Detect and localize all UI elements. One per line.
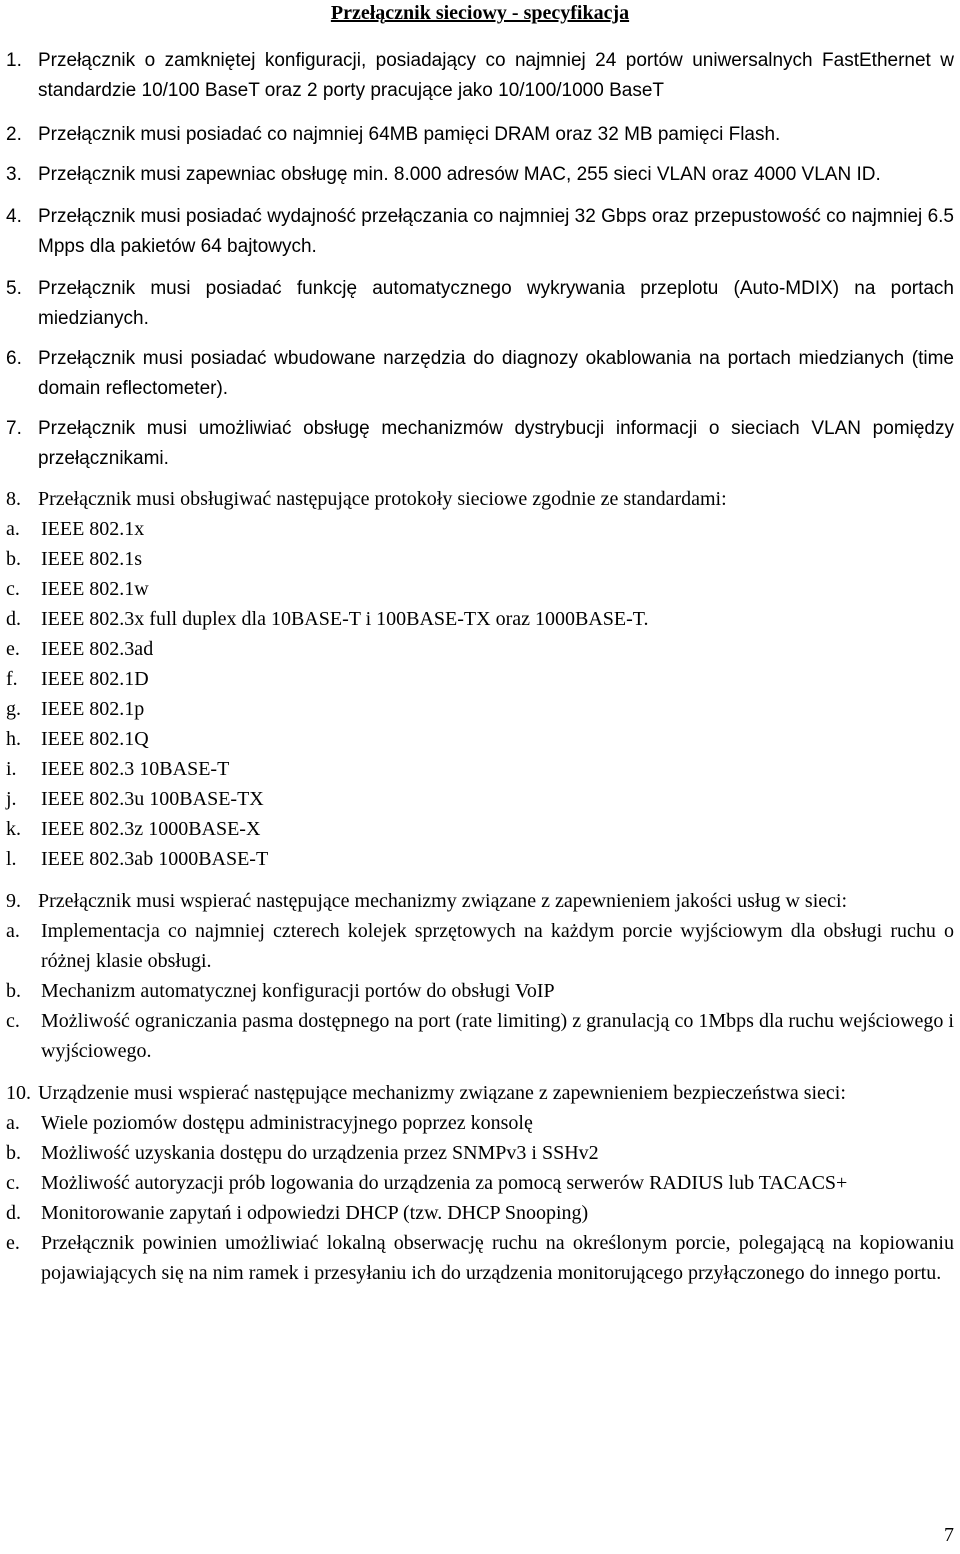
sub-letter: i.	[6, 758, 17, 780]
spec-item-9	[6, 886, 954, 1066]
protocol-item	[6, 754, 954, 784]
sub-text: IEEE 802.3z 1000BASE-X	[41, 818, 261, 840]
item-number: 8.	[6, 488, 21, 510]
security-list	[6, 1108, 954, 1288]
sub-letter: j.	[6, 788, 17, 810]
sub-letter: a.	[6, 518, 20, 540]
sub-text: IEEE 802.1x	[41, 518, 145, 540]
spec-list	[6, 46, 954, 1288]
protocol-item	[6, 844, 954, 874]
item-text: Przełącznik musi umożliwiać obsługę mechanizmów dystrybucji informacji o sieciach VLAN pomiędzy przełącznikami.	[38, 418, 954, 469]
sub-text: Implementacja co najmniej czterech kolejek sprzętowych na każdym porcie wyjściowym dla obsługi ruchu o różnej klasie obsługi.	[41, 920, 954, 972]
protocol-item	[6, 784, 954, 814]
item-number: 5.	[6, 278, 22, 299]
sub-text: Przełącznik powinien umożliwiać lokalną obserwację ruchu na określonym porcie, polegającą na kopiowaniu pojawiających się na nim ramek i przesyłaniu ich do urządzenia monitorującego przyłączonego do innego portu.	[41, 1232, 954, 1284]
protocol-item	[6, 724, 954, 754]
sub-letter: b.	[6, 548, 21, 570]
item-text: Przełącznik musi posiadać wbudowane narzędzia do diagnozy okablowania na portach miedzianych (time domain reflectometer).	[38, 348, 954, 399]
item-text: Przełącznik musi obsługiwać następujące protokoły sieciowe zgodnie ze standardami:	[38, 488, 727, 510]
spec-item-7	[6, 414, 954, 474]
sub-text: Możliwość ograniczania pasma dostępnego na port (rate limiting) z granulacją co 1Mbps dla ruchu wejściowego i wyjściowego.	[41, 1010, 954, 1062]
item-text: Urządzenie musi wspierać następujące mechanizmy związane z zapewnieniem bezpieczeństwa sieci:	[38, 1082, 846, 1104]
sub-text: IEEE 802.1D	[41, 668, 149, 690]
spec-item-3	[6, 160, 954, 190]
item-number: 6.	[6, 348, 22, 369]
sub-text: Możliwość autoryzacji prób logowania do urządzenia za pomocą serwerów RADIUS lub TACACS+	[41, 1172, 848, 1194]
qos-item	[6, 976, 954, 1006]
sub-letter: f.	[6, 668, 18, 690]
page-number: 7	[944, 1524, 954, 1546]
sub-text: Wiele poziomów dostępu administracyjnego poprzez konsolę	[41, 1112, 533, 1134]
item-number: 2.	[6, 124, 22, 145]
sub-text: IEEE 802.3ad	[41, 638, 154, 660]
sub-text: IEEE 802.1p	[41, 698, 145, 720]
security-item	[6, 1108, 954, 1138]
sub-text: IEEE 802.3 10BASE-T	[41, 758, 230, 780]
sub-letter: a.	[6, 920, 20, 942]
spec-item-5	[6, 274, 954, 334]
spec-item-8	[6, 484, 954, 874]
protocol-item	[6, 664, 954, 694]
spec-item-4	[6, 202, 954, 262]
item-text: Przełącznik musi posiadać wydajność przełączania co najmniej 32 Gbps oraz przepustowość co najmniej 6.5 Mpps dla pakietów 64 bajtowych.	[38, 206, 954, 257]
security-item	[6, 1228, 954, 1288]
security-item	[6, 1138, 954, 1168]
protocol-item	[6, 604, 954, 634]
sub-text: IEEE 802.1Q	[41, 728, 149, 750]
item-number: 1.	[6, 50, 22, 71]
sub-letter: e.	[6, 1232, 20, 1254]
spec-item-6	[6, 344, 954, 404]
sub-letter: g.	[6, 698, 21, 720]
item-text: Przełącznik musi wspierać następujące mechanizmy związane z zapewnieniem jakości usług w sieci:	[38, 890, 848, 912]
sub-text: IEEE 802.1w	[41, 578, 149, 600]
item-number: 9.	[6, 890, 21, 912]
sub-text: IEEE 802.3u 100BASE-TX	[41, 788, 264, 810]
sub-letter: e.	[6, 638, 20, 660]
protocol-item	[6, 514, 954, 544]
protocol-list	[6, 514, 954, 874]
sub-letter: c.	[6, 578, 20, 600]
document-title: Przełącznik sieciowy - specyfikacja	[330, 2, 630, 24]
item-number: 10.	[6, 1082, 31, 1104]
sub-letter: d.	[6, 608, 21, 630]
protocol-item	[6, 634, 954, 664]
sub-text: Monitorowanie zapytań i odpowiedzi DHCP (tzw. DHCP Snooping)	[41, 1202, 589, 1224]
protocol-item	[6, 694, 954, 724]
sub-letter: l.	[6, 848, 17, 870]
protocol-item	[6, 814, 954, 844]
sub-letter: k.	[6, 818, 21, 840]
item-number: 3.	[6, 164, 22, 185]
item-text: Przełącznik musi posiadać funkcję automatycznego wykrywania przeplotu (Auto-MDIX) na portach miedzianych.	[38, 278, 954, 329]
sub-text: IEEE 802.1s	[41, 548, 143, 570]
qos-item	[6, 1006, 954, 1066]
sub-letter: b.	[6, 1142, 21, 1164]
item-text: Przełącznik musi posiadać co najmniej 64MB pamięci DRAM oraz 32 MB pamięci Flash.	[38, 124, 781, 145]
spec-item-2	[6, 120, 954, 150]
protocol-item	[6, 574, 954, 604]
item-text: Przełącznik o zamkniętej konfiguracji, posiadający co najmniej 24 portów uniwersalnych FastEthernet w standardzie 10/100 BaseT oraz 2 porty pracujące jako 10/100/1000 BaseT	[38, 50, 954, 101]
sub-text: IEEE 802.3ab 1000BASE-T	[41, 848, 269, 870]
security-item	[6, 1198, 954, 1228]
qos-list	[6, 916, 954, 1066]
sub-letter: c.	[6, 1010, 20, 1032]
spec-item-10	[6, 1078, 954, 1288]
protocol-item	[6, 544, 954, 574]
sub-letter: h.	[6, 728, 21, 750]
sub-letter: d.	[6, 1202, 21, 1224]
item-number: 4.	[6, 206, 22, 227]
spec-item-1	[6, 46, 954, 106]
sub-text: Możliwość uzyskania dostępu do urządzenia przez SNMPv3 i SSHv2	[41, 1142, 599, 1164]
sub-letter: c.	[6, 1172, 20, 1194]
item-number: 7.	[6, 418, 22, 439]
sub-letter: b.	[6, 980, 21, 1002]
sub-text: Mechanizm automatycznej konfiguracji portów do obsługi VoIP	[41, 980, 555, 1002]
qos-item	[6, 916, 954, 976]
sub-text: IEEE 802.3x full duplex dla 10BASE-T i 100BASE-TX oraz 1000BASE-T.	[41, 608, 649, 630]
item-text: Przełącznik musi zapewniac obsługę min. 8.000 adresów MAC, 255 sieci VLAN oraz 4000 VLAN ID.	[38, 164, 881, 185]
sub-letter: a.	[6, 1112, 20, 1134]
security-item	[6, 1168, 954, 1198]
